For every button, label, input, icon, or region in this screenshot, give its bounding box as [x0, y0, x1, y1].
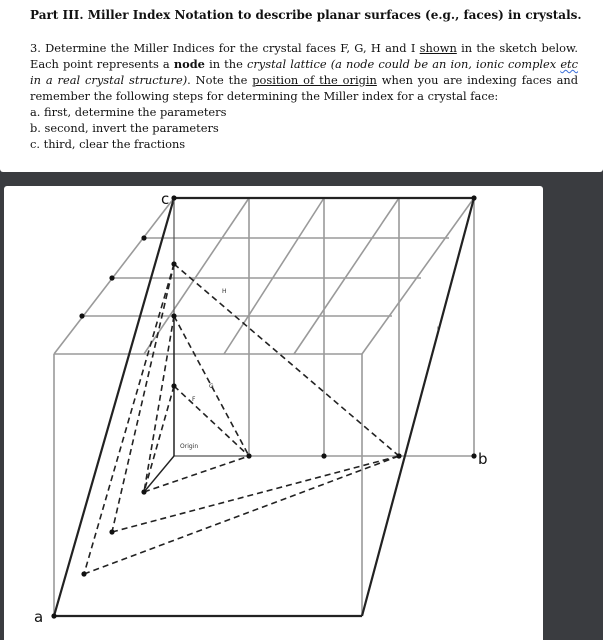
node-dot: [171, 313, 176, 318]
node-dot: [171, 383, 176, 388]
axis-label-c: c: [161, 190, 170, 208]
node-dot: [81, 571, 86, 576]
node-dot: [51, 613, 56, 618]
node-dot: [396, 453, 401, 458]
crystal-edges: [54, 198, 474, 616]
node-dot: [471, 195, 476, 200]
grid-line: [54, 198, 174, 354]
question-part: in the: [204, 57, 247, 71]
node-dot: [246, 453, 251, 458]
document-panel: [0, 0, 603, 172]
node-dot: [471, 453, 476, 458]
question-italic-part: in a real crystal structure): [30, 73, 188, 87]
face-label-I: I: [437, 326, 439, 333]
grid-line: [362, 198, 474, 354]
step-item: a. first, determine the parameters: [30, 105, 227, 119]
question-part: in the sketch below. Each point represents a: [30, 41, 579, 71]
face-G-trace: [112, 456, 399, 532]
node-dot: [321, 453, 326, 458]
top-face-grid: [54, 198, 474, 616]
face-label-H: H: [222, 288, 227, 295]
question-bold-node: node: [173, 57, 205, 71]
node-dot: [171, 195, 176, 200]
origin-label: Origin: [180, 443, 199, 450]
face-H-trace: [84, 264, 174, 574]
axis-label-a: a: [34, 608, 44, 626]
face-G-trace: [144, 316, 174, 492]
steps-list: [30, 104, 226, 152]
face-label-G: G: [209, 383, 214, 390]
grid-line: [144, 198, 249, 354]
question-underlined-shown: shown: [419, 41, 457, 55]
question-italic-part: crystal lattice (a node could be an ion, ionic complex: [246, 57, 561, 71]
section-heading: Part III. Miller Index Notation to describe planar surfaces (e.g., faces) in crystals.: [30, 8, 582, 22]
step-item: b. second, invert the parameters: [30, 121, 219, 135]
axis-label-b: b: [478, 450, 488, 468]
lattice-sketch: [4, 186, 543, 640]
step-item: c. third, clear the fractions: [30, 137, 186, 151]
node-dot: [79, 313, 84, 318]
node-dot: [171, 261, 176, 266]
face-F-trace: [144, 386, 174, 492]
edge-right: [362, 198, 474, 616]
node-dot: [109, 275, 114, 280]
lattice-nodes: [51, 195, 476, 618]
node-dot: [141, 235, 146, 240]
question-text: [30, 40, 578, 104]
crystal-lattice-figure: [4, 186, 543, 640]
question-underlined-origin: position of the origin: [252, 73, 377, 87]
question-part: 3. Determine the Miller Indices for the crystal faces F, G, H and I: [30, 41, 420, 55]
node-dot: [109, 529, 114, 534]
dashed-faces: [84, 264, 399, 574]
face-H-trace: [84, 456, 399, 574]
face-H-trace: [174, 264, 399, 456]
node-dot: [141, 489, 146, 494]
question-spellcheck-etc: etc: [560, 57, 579, 71]
face-label-F: F: [192, 396, 196, 403]
question-part: . Note the: [187, 73, 253, 87]
edge-left: [54, 198, 174, 616]
question-part: when you are indexing faces and remember the following steps for determining the Miller index for a crystal face:: [30, 73, 579, 103]
